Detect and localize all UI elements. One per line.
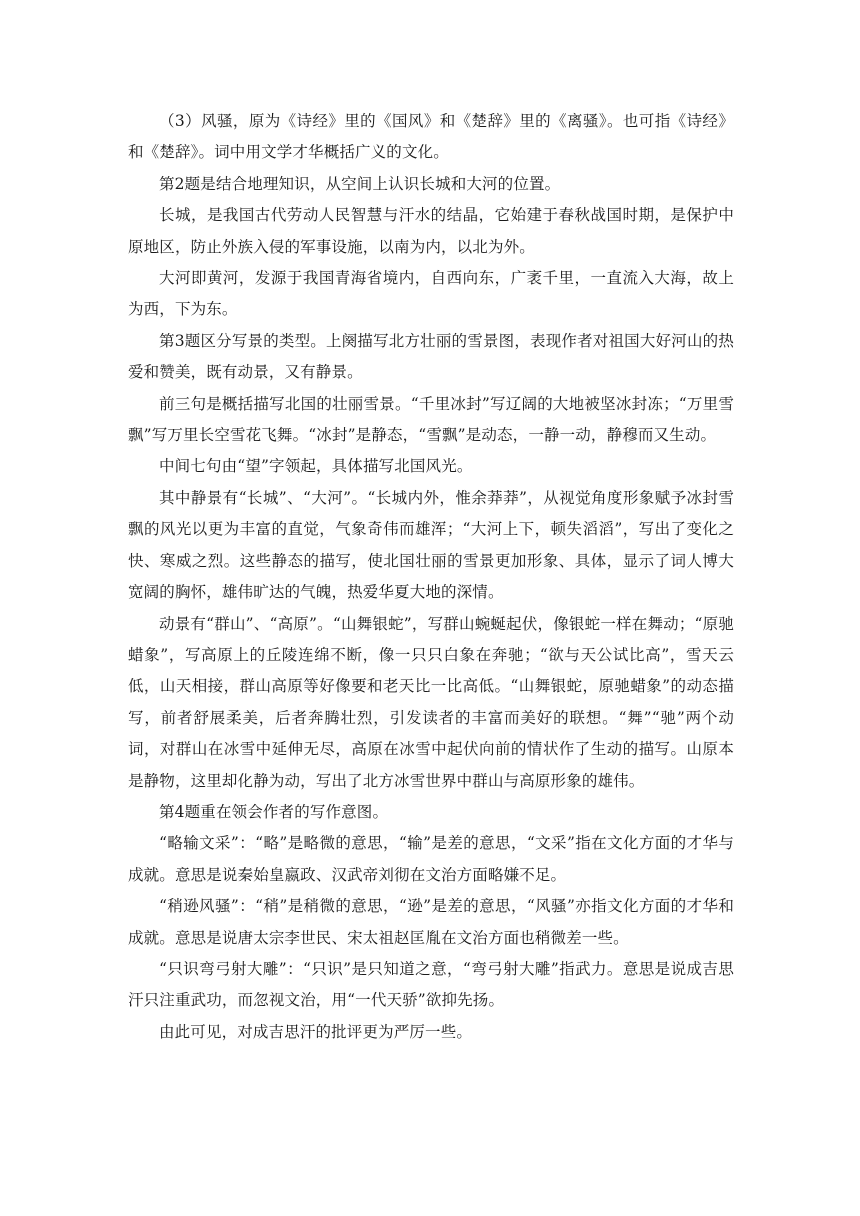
paragraph-question-2: 第2题是结合地理知识，从空间上认识长城和大河的位置。: [159, 174, 561, 193]
paragraph-first-three-lines: 前三句是概括描写北国的壮丽雪景。“千里冰封”写辽阔的大地被坚冰封冻；“万里雪飘”写万里长空雪花飞舞。“冰封”是静态，“雪飘”是动态，一静一动，静穆而又生动。: [128, 394, 734, 445]
document-page: [128, 106, 734, 1048]
paragraph-zhi-shi-wan-gong: “只识弯弓射大雕”：“只识”是只知道之意，“弯弓射大雕”指武力。意思是说成吉思汗只注重武功，而忽视文治，用“一代天骄”欲抑先扬。: [128, 959, 734, 1010]
paragraph-fengsao-definition: （3）风骚，原为《诗经》里的《国风》和《楚辞》里的《离骚》。也可指《诗经》和《楚辞》。词中用文学才华概括广义的文化。: [128, 112, 734, 162]
paragraph-conclusion: 由此可见，对成吉思汗的批评更为严厉一些。: [159, 1022, 473, 1041]
paragraph-question-3: 第3题区分写景的类型。上阕描写北方壮丽的雪景图，表现作者对祖国大好河山的热爱和赞美，既有动景，又有静景。: [128, 331, 734, 382]
paragraph-middle-seven-lines: 中间七句由“望”字领起，具体描写北国风光。: [159, 457, 473, 476]
paragraph-dynamic-scenery: 动景有“群山”、“高原”。“山舞银蛇”，写群山蜿蜒起伏，像银蛇一样在舞动；“原驰蜡象”，写高原上的丘陵连绵不断，像一只只白象在奔驰；“欲与天公试比高”，雪天云低，山天相接，群山高原等好像要和老天比一比高低。“山舞银蛇，原驰蜡象”的动态描写，前者舒展柔美，后者奔腾壮烈，引发读者的丰富而美好的联想。“舞”“驰”两个动词，对群山在冰雪中延伸无尽，高原在冰雪中起伏向前的情状作了生动的描写。山原本是静物，这里却化静为动，写出了北方冰雪世界中群山与高原形象的雄伟。: [128, 614, 734, 790]
paragraph-shao-xun-feng-sao: “稍逊风骚”：“稍”是稍微的意思，“逊”是差的意思，“风骚”亦指文化方面的才华和成就。意思是说唐太宗李世民、宋太祖赵匡胤在文治方面也稍微差一些。: [128, 897, 734, 947]
paragraph-question-4: 第4题重在领会作者的写作意图。: [159, 802, 389, 821]
paragraph-great-wall: 长城，是我国古代劳动人民智慧与汗水的结晶，它始建于春秋战国时期，是保护中原地区，防止外族入侵的军事设施，以南为内，以北为外。: [128, 206, 734, 256]
paragraph-static-scenery: 其中静景有“长城”、“大河”。“长城内外，惟余莽莽”，从视觉角度形象赋予冰封雪飘的风光以更为丰富的直觉，气象奇伟而雄浑；“大河上下，顿失滔滔”，写出了变化之快、寒威之烈。这些静态的描写，使北国壮丽的雪景更加形象、具体，显示了词人博大宽阔的胸怀，雄伟旷达的气魄，热爱华夏大地的深情。: [128, 488, 734, 602]
paragraph-yellow-river: 大河即黄河，发源于我国青海省境内，自西向东，广袤千里，一直流入大海，故上为西，下为东。: [128, 269, 734, 319]
paragraph-lue-shu-wen-cai: “略输文采”：“略”是略微的意思，“输”是差的意思，“文采”指在文化方面的才华与成就。意思是说秦始皇嬴政、汉武帝刘彻在文治方面略嫌不足。: [128, 834, 734, 884]
